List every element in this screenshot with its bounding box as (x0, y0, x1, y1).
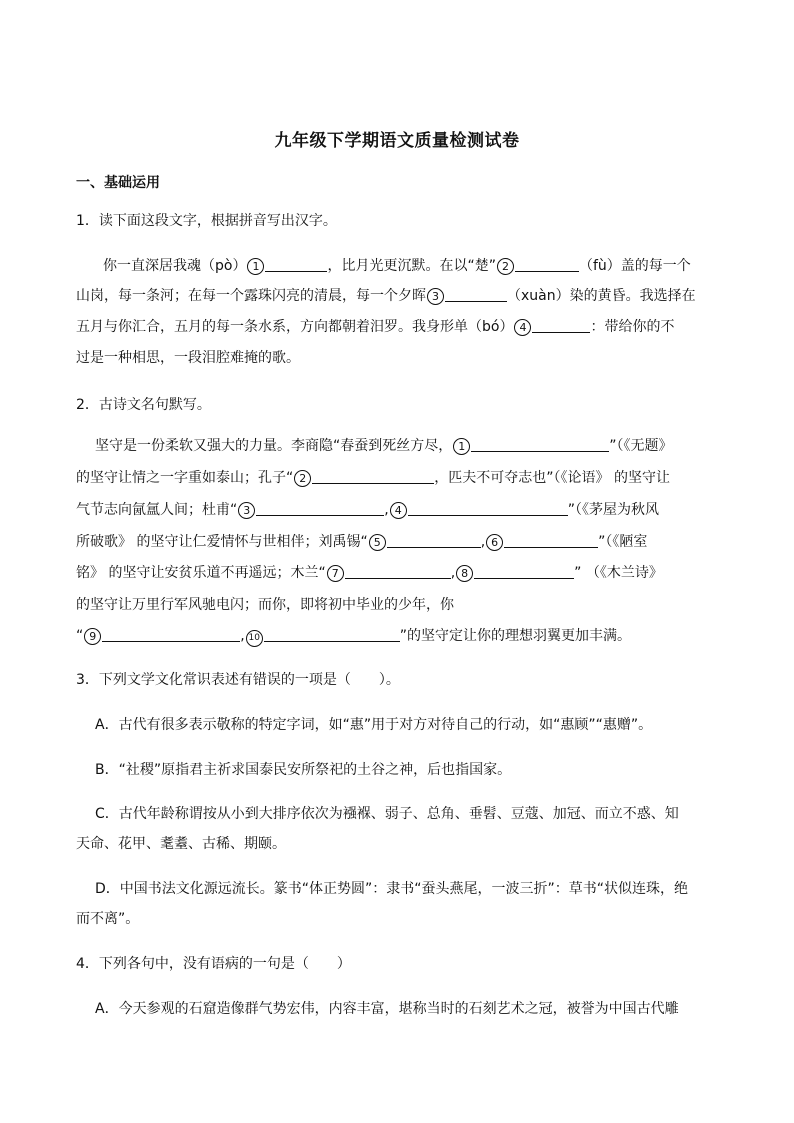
blank-number: 9 (84, 628, 101, 645)
exam-title: 九年级下学期语文质量检测试卷 (274, 131, 520, 151)
blank-number: 2 (497, 258, 514, 275)
blank-number: 4 (514, 319, 531, 336)
q3-option-b: B．“社稷”原指君主祈求国泰民安所祭祀的土谷之神，后也指国家。 (95, 762, 512, 778)
answer-blank[interactable] (515, 257, 579, 272)
blank-number: 3 (427, 288, 444, 305)
q1-line-2: 山岗，每一条河；在每一个露珠闪亮的清晨，每一个夕晖 3 （xuàn）染的黄昏。我选择在 (76, 288, 696, 304)
q3-option-a: A．古代有很多表示敬称的特定字词，如“惠”用于对方对待自己的行动，如“惠顾”“惠赠”。 (95, 717, 653, 733)
answer-blank[interactable] (504, 533, 598, 548)
answer-blank[interactable] (387, 533, 481, 548)
blank-number: 4 (390, 502, 407, 519)
q3-option-c: C．古代年龄称谓按从小到大排序依次为襁褓、弱子、总角、垂髫、豆蔻、加冠、而立不惑、知 (95, 806, 679, 822)
blank-number: 10 (246, 630, 263, 647)
q3-option-c-cont: 天命、花甲、耄耋、古稀、期颐。 (76, 836, 286, 852)
blank-number: 6 (486, 534, 503, 551)
q1-line-3: 五月与你汇合，五月的每一条水系，方向都朝着汨罗。我身形单（bó） 4 ：带给你的不 (76, 319, 675, 335)
answer-blank[interactable] (312, 469, 434, 484)
q2-line-1: 坚守是一份柔软又强大的力量。李商隐“春蚕到死丝方尽， 1 ”（《无题》 (95, 438, 673, 454)
answer-blank[interactable] (471, 437, 609, 452)
blank-number: 2 (294, 470, 311, 487)
question-1-prompt: 1．读下面这段文字，根据拼音写出汉字。 (76, 213, 337, 229)
answer-blank[interactable] (345, 564, 451, 579)
q1-line-4: 过是一种相思，一段泪腔难掩的歌。 (76, 350, 300, 366)
answer-blank[interactable] (264, 627, 400, 642)
q3-option-d: D．中国书法文化源远流长。篆书“体正势圆”：隶书“蚕头燕尾，一波三折”：草书“状似连珠，绝 (95, 881, 689, 897)
blank-number: 5 (369, 534, 386, 551)
question-4-prompt: 4．下列各句中，没有语病的一句是（ ） (76, 956, 351, 972)
answer-blank[interactable] (408, 501, 568, 516)
blank-number: 1 (453, 438, 470, 455)
answer-blank[interactable] (102, 627, 240, 642)
question-3-prompt: 3．下列文学文化常识表述有错误的一项是（ ）。 (76, 672, 400, 688)
q2-line-3: 气节志向氤氲人间；杜甫“ 3 , 4 ”（《茅屋为秋风 (76, 502, 659, 518)
q2-line-6: 的坚守让万里行军风驰电闪；而你，即将初中毕业的少年，你 (76, 597, 454, 613)
answer-blank[interactable] (256, 501, 384, 516)
answer-blank[interactable] (265, 257, 327, 272)
answer-blank[interactable] (474, 564, 574, 579)
blank-number: 1 (247, 258, 264, 275)
answer-blank[interactable] (445, 287, 507, 302)
q2-line-7: “ 9 , 10 ”的坚守定让你的理想羽翼更加丰满。 (76, 627, 631, 647)
blank-number: 7 (327, 565, 344, 582)
blank-number: 8 (456, 565, 473, 582)
q2-line-5: 铭》 的坚守让安贫乐道不再遥远；木兰“ 7 , 8 ” （《木兰诗》 (76, 565, 663, 581)
q2-line-4: 所破歌》 的坚守让仁爱情怀与世相伴；刘禹锡“ 5 , 6 ”（《陋室 (76, 534, 648, 550)
section-heading: 一、基础运用 (76, 175, 160, 191)
q4-option-a: A．今天参观的石窟造像群气势宏伟，内容丰富，堪称当时的石刻艺术之冠，被誉为中国古代雕 (95, 1001, 679, 1017)
blank-number: 3 (238, 502, 255, 519)
question-2-prompt: 2．古诗文名句默写。 (76, 397, 211, 413)
q3-option-d-cont: 而不离”。 (76, 911, 140, 927)
q1-line-1: 你一直深居我魂（pò） 1 ，比月光更沉默。在以“楚” 2 （fù）盖的每一个 (103, 258, 691, 274)
answer-blank[interactable] (532, 318, 590, 333)
q2-line-2: 的坚守让情之一字重如泰山；孔子“ 2 ，匹夫不可夺志也”（《论语》 的坚守让 (76, 470, 670, 486)
